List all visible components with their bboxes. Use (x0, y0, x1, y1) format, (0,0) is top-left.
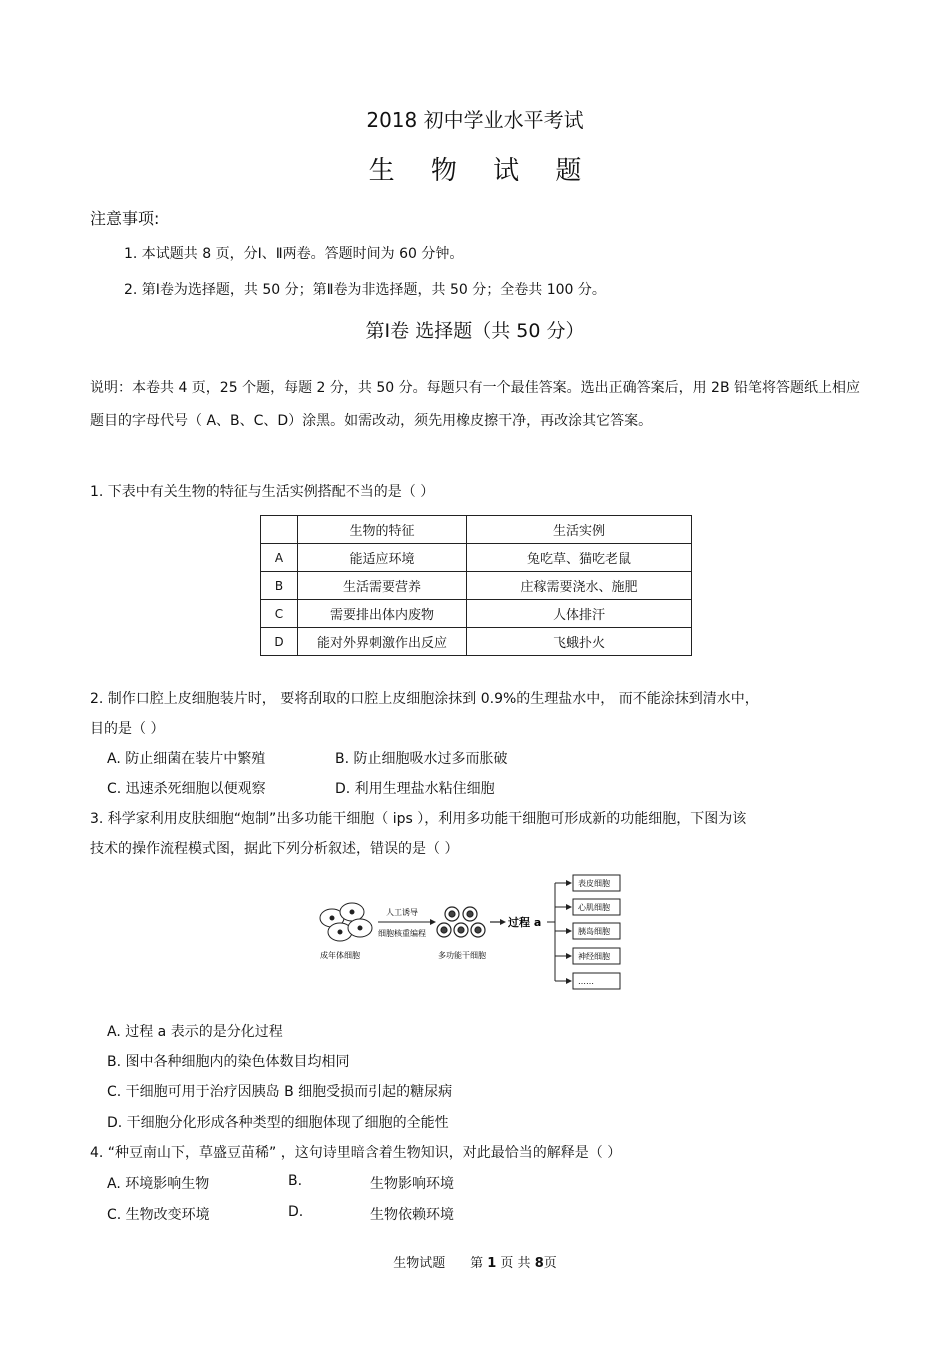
arrow-label-top: 人工诱导 (386, 908, 418, 917)
arrow-head-2 (500, 919, 506, 925)
exam-title: 2018 初中学业水平考试 (366, 108, 584, 132)
output-boxes (555, 875, 620, 989)
notice-item-1: 1. 本试题共 8 页，分Ⅰ、Ⅱ两卷。答题时间为 60 分钟。 (124, 246, 464, 262)
q2-stem-line2: 目的是（ ） (90, 721, 165, 737)
q1-table (260, 515, 692, 656)
table-cell: 飞蛾扑火 (467, 628, 692, 656)
page-footer (0, 1252, 950, 1271)
q2-option-d: D. 利用生理盐水粘住细胞 (335, 781, 495, 797)
footer-subject: 生物试题 (393, 1256, 446, 1271)
stem-cells-illustration (437, 907, 485, 937)
q3-option-c: C. 干细胞可用于治疗因胰岛 B 细胞受损而引起的糖尿病 (107, 1084, 453, 1100)
table-header-row (261, 516, 692, 544)
table-cell: 生活需要营养 (298, 572, 467, 600)
q3-stem-line1: 3. 科学家利用皮肤细胞“炮制”出多功能干细胞（ ips ），利用多功能干细胞可形成新的功能细胞，下图为该 (90, 811, 747, 827)
notice-item-2: 2. 第Ⅰ卷为选择题，共 50 分；第Ⅱ卷为非选择题，共 50 分；全卷共 100 分。 (124, 282, 606, 298)
footer-page-number: 1 (487, 1256, 497, 1271)
table-row (261, 600, 692, 628)
footer-page-mid: 页 共 (500, 1256, 531, 1271)
q2-option-b: B. 防止细胞吸水过多而胀破 (335, 751, 508, 767)
q4-option-a: A. 环境影响生物 (107, 1176, 210, 1192)
footer-page-total: 8 (534, 1256, 544, 1271)
table-cell: 人体排汗 (467, 600, 692, 628)
arrow-head-1 (430, 919, 436, 925)
table-cell: A (261, 544, 298, 572)
ips-flow-diagram (310, 870, 640, 995)
stem-cell-label: 多功能干细胞 (438, 951, 486, 960)
table-cell: 需要排出体内废物 (298, 600, 467, 628)
table-row (261, 572, 692, 600)
table-cell: 庄稼需要浇水、施肥 (467, 572, 692, 600)
q4-option-b-letter: B. (288, 1173, 303, 1189)
section-title: 第Ⅰ卷 选择题（共 50 分） (365, 320, 585, 342)
output-ellipsis: …… (578, 977, 594, 986)
subject-title: 生 物 试 题 (368, 156, 596, 186)
output-islet: 胰岛细胞 (578, 927, 610, 936)
table-header-cell: 生物的特征 (298, 516, 467, 544)
table-cell: D (261, 628, 298, 656)
q2-stem-line1: 2. 制作口腔上皮细胞装片时， 要将刮取的口腔上皮细胞涂抹到 0.9%的生理盐水中， 而不能涂抹到清水中， (90, 691, 759, 707)
q2-option-c: C. 迅速杀死细胞以便观察 (107, 781, 266, 797)
adult-cell-label: 成年体细胞 (320, 951, 360, 960)
table-cell: C (261, 600, 298, 628)
table-cell: 能适应环境 (298, 544, 467, 572)
q1-stem: 1. 下表中有关生物的特征与生活实例搭配不当的是（ ） (90, 484, 435, 500)
q4-option-b-text: 生物影响环境 (370, 1176, 454, 1192)
table-cell: 兔吃草、猫吃老鼠 (467, 544, 692, 572)
section-description: 说明：本卷共 4 页，25 个题，每题 2 分，共 50 分。每题只有一个最佳答案。选出正确答案后，用 2B 铅笔将答题纸上相应题目的字母代号（ A、B、C、D）涂黑。如需改动，须先用橡皮擦干净，再改涂其它答案。 (90, 380, 861, 429)
table-header-cell: 生活实例 (467, 516, 692, 544)
process-a-label: 过程 a (508, 916, 542, 929)
q4-option-d-text: 生物依赖环境 (370, 1207, 454, 1223)
notice-heading: 注意事项: (90, 209, 160, 228)
table-cell: B (261, 572, 298, 600)
q4-option-c: C. 生物改变环境 (107, 1207, 210, 1223)
q2-option-a: A. 防止细菌在装片中繁殖 (107, 751, 266, 767)
output-neuron: 神经细胞 (578, 952, 610, 961)
footer-page-prefix: 第 (470, 1256, 484, 1271)
q3-option-a: A. 过程 a 表示的是分化过程 (107, 1024, 283, 1040)
q4-option-d-letter: D. (288, 1204, 304, 1220)
table-header-cell (261, 516, 298, 544)
table-row (261, 544, 692, 572)
q3-stem-line2: 技术的操作流程模式图，据此下列分析叙述，错误的是（ ） (90, 841, 459, 857)
adult-cells-illustration (320, 903, 372, 941)
footer-page-suffix: 页 (543, 1256, 557, 1271)
table-cell: 能对外界刺激作出反应 (298, 628, 467, 656)
output-cardiomyocyte: 心肌细胞 (578, 903, 610, 912)
q4-stem: 4. “种豆南山下，草盛豆苗稀” ，这句诗里暗含着生物知识，对此最恰当的解释是（ ） (90, 1145, 622, 1161)
arrow-label-bottom: 细胞核重编程 (378, 929, 426, 938)
q3-option-d: D. 干细胞分化形成各种类型的细胞体现了细胞的全能性 (107, 1115, 449, 1131)
output-epidermal: 表皮细胞 (578, 879, 610, 888)
table-row (261, 628, 692, 656)
q3-option-b: B. 图中各种细胞内的染色体数目均相同 (107, 1054, 350, 1070)
